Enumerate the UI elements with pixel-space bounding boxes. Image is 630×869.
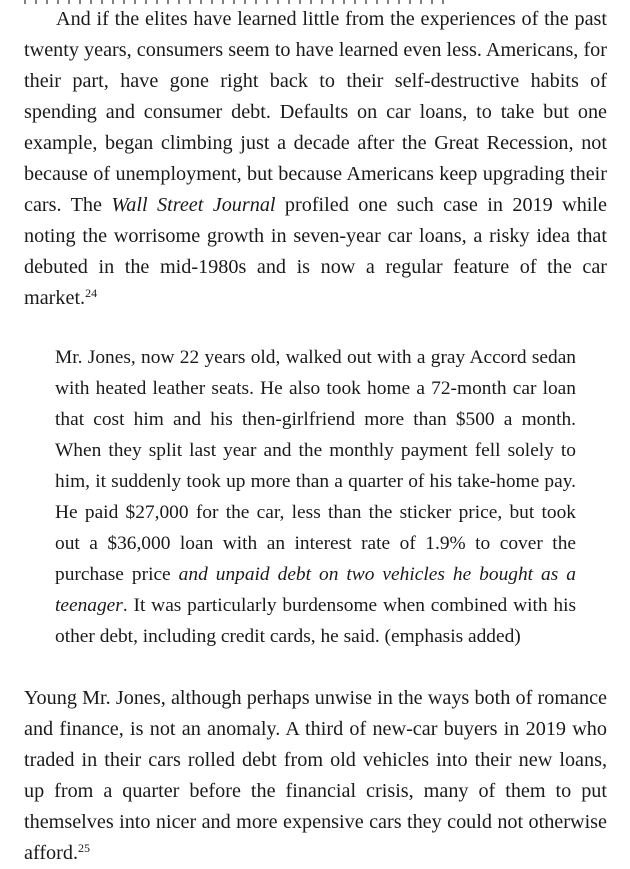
- paragraph-1-text-continued: profiled one such case in 2019 while noting the worrisome growth in seven-year car loans, a risky idea that debuted in the mid-1980s and is now a regular feature of the car market.: [24, 194, 607, 309]
- paragraph-2-text: Young Mr. Jones, although perhaps unwise in the ways both of romance and finance, is not an anomaly. A third of new-car buyers in 2019 who traded in their cars rolled debt from old vehicles into their new loans, up from a quarter before the financial crisis, many of them to put themselves into nicer and more expensive cars they could not otherwise afford.: [24, 687, 607, 864]
- body-paragraph-1: [24, 4, 607, 314]
- block-quote-paragraph: [55, 342, 576, 652]
- publication-title-italic: Wall Street Journal: [111, 194, 276, 216]
- block-quote-text-continued: . It was particularly burdensome when combined with his other debt, including credit cards, he said. (emphasis added): [55, 595, 576, 647]
- paragraph-1-text: And if the elites have learned little from the experiences of the past twenty years, consumers seem to have learned even less. Americans, for their part, have gone right back to their self-destructive habits of spending and consumer debt. Defaults on car loans, to take but one example, began climbing just a decade after the Great Recession, not because of unemployment, but because Americans keep upgrading their cars. The: [24, 8, 607, 216]
- emphasized-text: and unpaid debt on two vehicles he bought as a teenager: [55, 564, 576, 616]
- footnote-marker-24[interactable]: 24: [85, 286, 98, 300]
- footnote-marker-25[interactable]: 25: [78, 841, 90, 855]
- block-quote-text: Mr. Jones, now 22 years old, walked out with a gray Accord sedan with heated leather seats. He also took home a 72-month car loan that cost him and his then-girlfriend more than $500 a month. When they split last year and the monthly payment fell solely to him, it suddenly took up more than a quarter of his take-home pay. He paid $27,000 for the car, less than the sticker price, but took out a $36,000 loan with an interest rate of 1.9% to cover the purchase price: [55, 347, 576, 585]
- body-paragraph-2: [24, 683, 607, 869]
- block-quote: [55, 342, 576, 652]
